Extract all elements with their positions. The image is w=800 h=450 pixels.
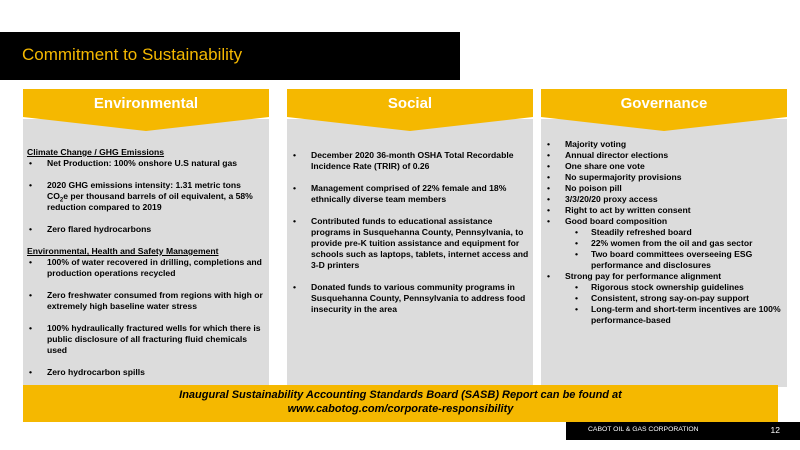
- list-item: • Annual director elections: [545, 150, 783, 161]
- ehs-section-title: Environmental, Health and Safety Management: [27, 246, 219, 256]
- list-item: • Management comprised of 22% female and 18% ethnically diverse team members: [291, 183, 529, 205]
- list-item: • December 2020 36-month OSHA Total Recordable Incidence Rate (TRIR) of 0.26: [291, 150, 529, 172]
- banner-line-1: Inaugural Sustainability Accounting Standards Board (SASB) Report can be found at: [179, 389, 622, 401]
- list-item: • 2020 GHG emissions intensity: 1.31 metric tons $CO_2e$ per thousand barrels of oil equivalent, a 58% reduction compared to 2019: [27, 180, 265, 213]
- social-body: [291, 150, 529, 315]
- sub-list-item: • Two board committees overseeing ESG performance and disclosures: [545, 249, 783, 271]
- governance-body: [545, 139, 783, 326]
- list-item: • No poison pill: [545, 183, 783, 194]
- list-item: • No supermajority provisions: [545, 172, 783, 183]
- company-name: CABOT OIL & GAS CORPORATION: [588, 426, 699, 433]
- list-item: • 100% of water recovered in drilling, completions and production operations recycled: [27, 257, 265, 279]
- list-item: • Good board composition: [545, 216, 783, 227]
- title-bar: [0, 32, 460, 80]
- page-title: Commitment to Sustainability: [22, 45, 243, 64]
- list-item: • One share one vote: [545, 161, 783, 172]
- sub-list-item: • Steadily refreshed board: [545, 227, 783, 238]
- sub-list-item: • Rigorous stock ownership guidelines: [545, 282, 783, 293]
- list-item: • Zero hydrocarbon spills: [27, 367, 265, 378]
- list-item: • Net Production: 100% onshore U.S natural gas: [27, 158, 265, 169]
- social-header: [287, 89, 533, 131]
- list-item: • Majority voting: [545, 139, 783, 150]
- footer-bar: [566, 422, 800, 440]
- page-number: 12: [770, 425, 780, 435]
- governance-header-label: Governance: [620, 95, 708, 112]
- list-item: • Strong pay for performance alignment: [545, 271, 783, 282]
- environmental-body: [27, 147, 265, 378]
- environmental-header-label: Environmental: [93, 95, 199, 112]
- list-item: • Right to act by written consent: [545, 205, 783, 216]
- sub-list-item: • Consistent, strong say-on-pay support: [545, 293, 783, 304]
- sasb-banner: [23, 385, 778, 422]
- list-item: • Donated funds to various community programs in Susquehanna County, Pennsylvania to address food insecurity in the area: [291, 282, 529, 315]
- list-item: • 3/3/20/20 proxy access: [545, 194, 783, 205]
- list-item: • Contributed funds to educational assistance programs in Susquehanna County, Pennsylvania, to provide pre-K tuition assistance and equipment for schools such as laptops, tablets, internet access and 3-D printers: [291, 216, 529, 271]
- sub-list-item: • 22% women from the oil and gas sector: [545, 238, 783, 249]
- environmental-header: [23, 89, 269, 131]
- list-item: • Zero flared hydrocarbons: [27, 224, 265, 235]
- list-item: • 100% hydraulically fractured wells for which there is public disclosure of all fracturing fluid chemicals used: [27, 323, 265, 356]
- list-item: • Zero freshwater consumed from regions with high or extremely high baseline water stress: [27, 290, 265, 312]
- social-header-label: Social: [387, 95, 433, 112]
- banner-url[interactable]: www.cabotog.com/corporate-responsibility: [287, 402, 514, 415]
- climate-section-title: Climate Change / GHG Emissions: [27, 147, 165, 157]
- sub-list-item: • Long-term and short-term incentives are 100% performance-based: [545, 304, 783, 326]
- governance-header: [541, 89, 787, 131]
- governance-column: [541, 89, 787, 387]
- environmental-column: [23, 89, 269, 387]
- social-column: [287, 89, 533, 387]
